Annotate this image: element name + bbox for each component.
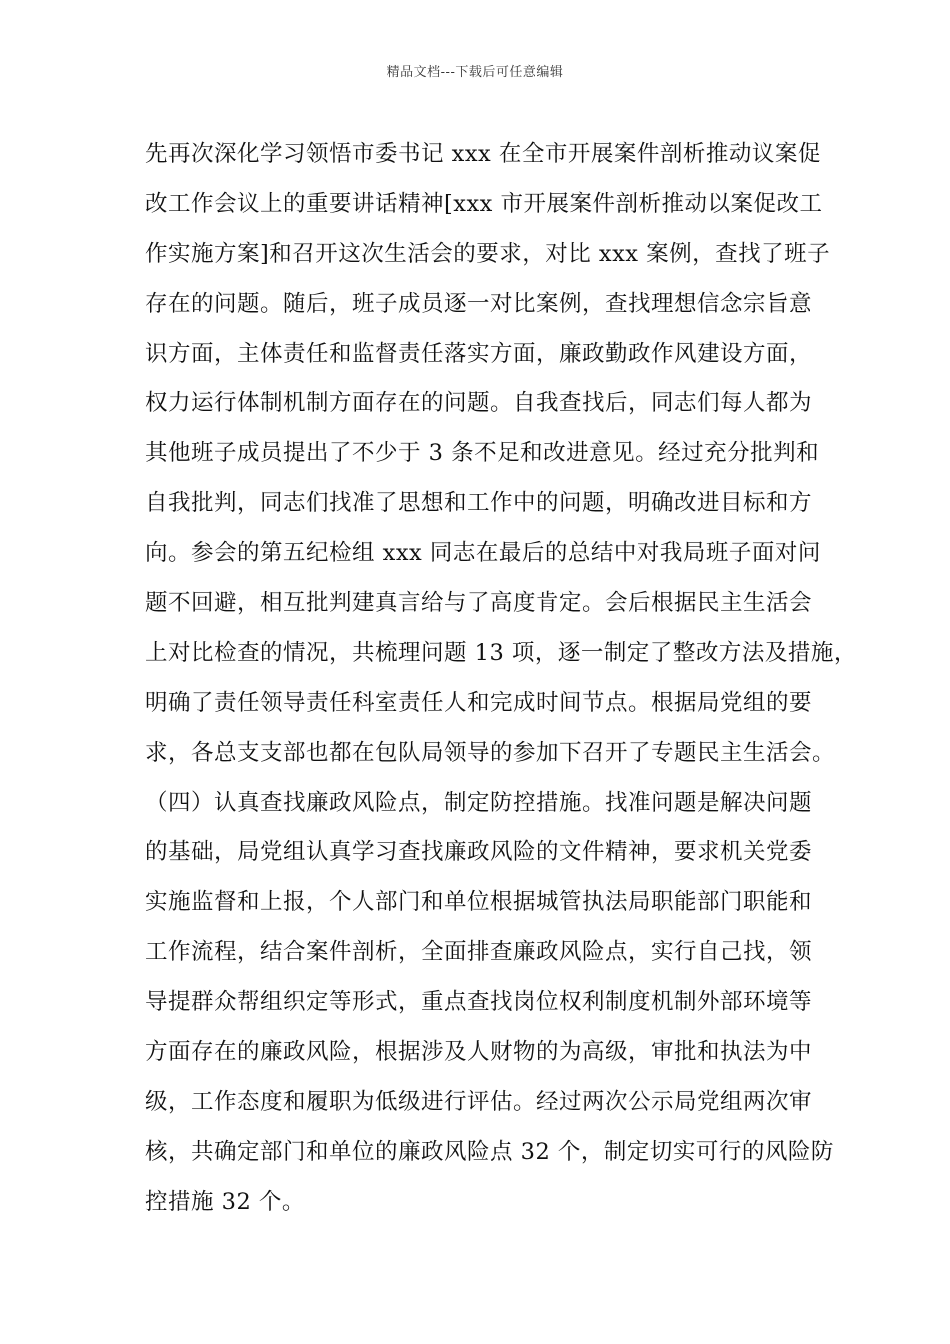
text-line: 工作流程，结合案件剖析，全面排查廉政风险点，实行自己找，领 <box>145 939 813 966</box>
text-line: 存在的问题。随后，班子成员逐一对比案例，查找理想信念宗旨意 <box>145 290 813 317</box>
text-line: 求，各总支支部也都在包队局领导的参加下召开了专题民主生活会。 <box>145 739 836 766</box>
text-line: 方面存在的廉政风险，根据涉及人财物的为高级，审批和执法为中 <box>145 1039 813 1066</box>
text-line: 上对比检查的情况，共梳理问题 13 项，逐一制定了整改方法及措施， <box>145 639 857 666</box>
text-line: 导提群众帮组织定等形式，重点查找岗位权利制度机制外部环境等 <box>145 989 813 1016</box>
text-line: 作实施方案]和召开这次生活会的要求，对比 xxx 案例，查找了班子 <box>145 240 831 267</box>
text-line: 题不回避，相互批判建真言给与了高度肯定。会后根据民主生活会 <box>145 590 813 617</box>
text-line: 级，工作态度和履职为低级进行评估。经过两次公示局党组两次审 <box>145 1088 813 1115</box>
page-header: 精品文档---下载后可任意编辑 <box>386 65 564 80</box>
text-line: 的基础，局党组认真学习查找廉政风险的文件精神，要求机关党委 <box>145 839 813 866</box>
text-line: 自我批判，同志们找准了思想和工作中的问题，明确改进目标和方 <box>145 490 813 517</box>
text-line: 其他班子成员提出了不少于 3 条不足和改进意见。经过充分批判和 <box>145 440 820 467</box>
text-line: 控措施 32 个。 <box>145 1188 305 1215</box>
text-line: 识方面，主体责任和监督责任落实方面，廉政勤政作风建设方面， <box>145 340 813 367</box>
text-line: 向。参会的第五纪检组 xxx 同志在最后的总结中对我局班子面对问 <box>145 540 821 567</box>
text-line: 改工作会议上的重要讲话精神[xxx 市开展案件剖析推动以案促改工 <box>145 190 823 217</box>
section-heading-line: （四）认真查找廉政风险点，制定防控措施。找准问题是解决问题 <box>145 789 813 816</box>
document-body <box>145 130 857 1228</box>
text-line: 核，共确定部门和单位的廉政风险点 32 个，制定切实可行的风险防 <box>145 1138 834 1165</box>
text-line: 权力运行体制机制方面存在的问题。自我查找后，同志们每人都为 <box>145 390 813 417</box>
text-line: 实施监督和上报，个人部门和单位根据城管执法局职能部门职能和 <box>145 889 813 916</box>
text-line: 明确了责任领导责任科室责任人和完成时间节点。根据局党组的要 <box>145 689 813 716</box>
text-line: 先再次深化学习领悟市委书记 xxx 在全市开展案件剖析推动议案促 <box>145 141 821 167</box>
